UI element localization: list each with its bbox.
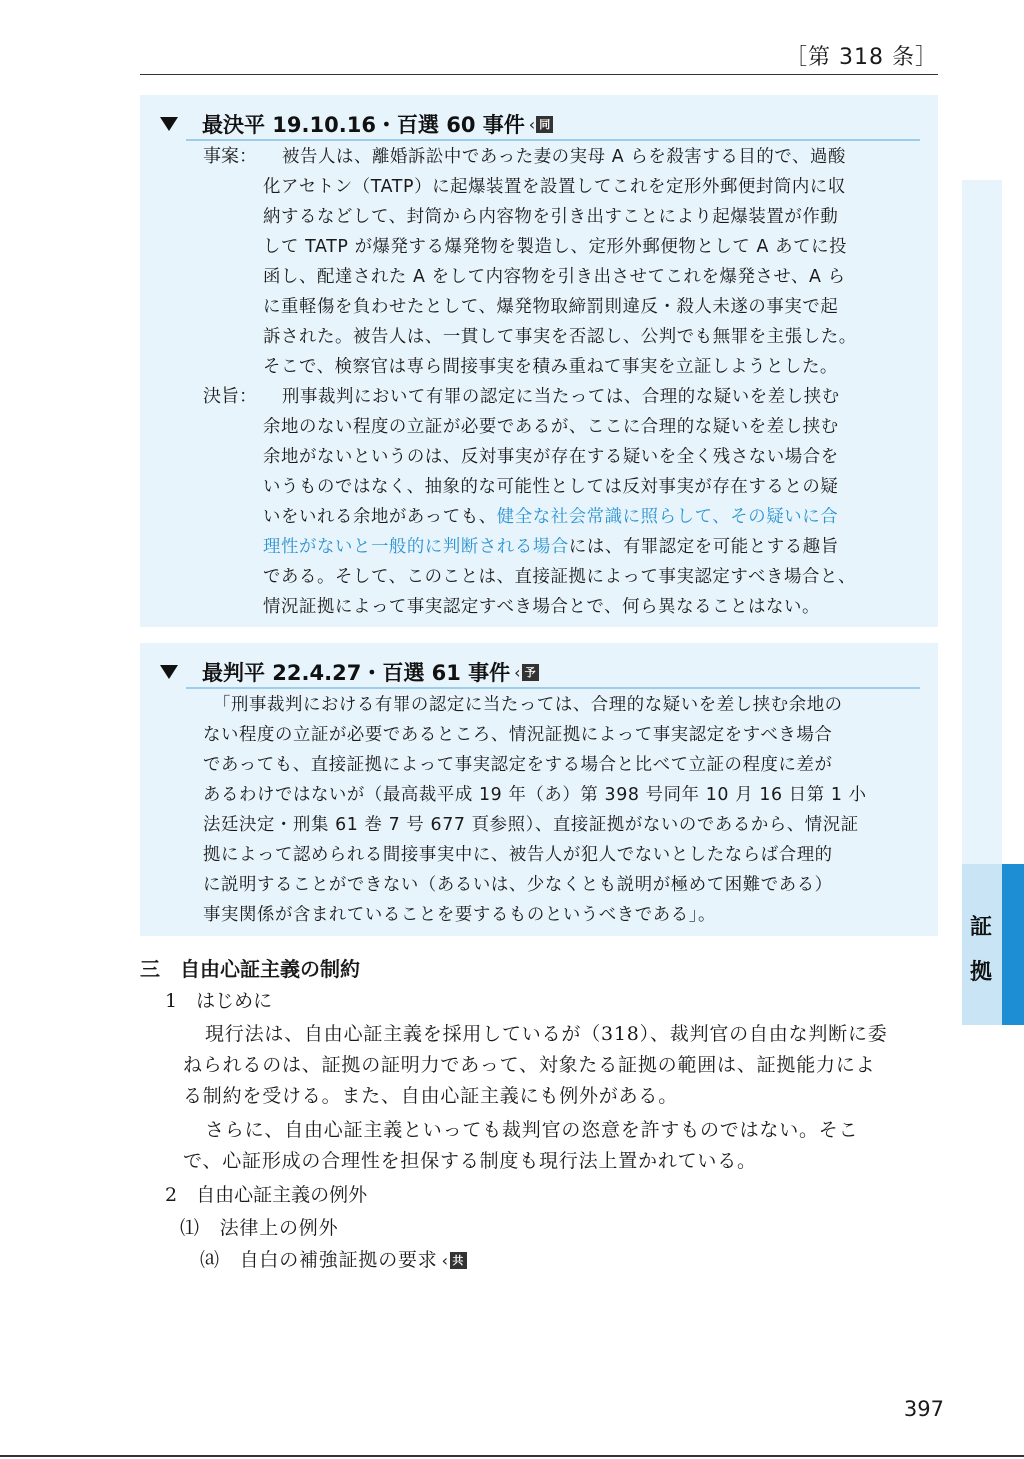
quote-paragraph — [203, 690, 923, 930]
facts-line: 訴された。被告人は、一貫して事実を否認し、公判でも無罪を主張した。 — [263, 327, 857, 347]
facts-paragraph — [263, 142, 923, 382]
side-tab-char: 拠 — [970, 960, 993, 985]
quote-line: 拠によって認められる間接事実中に、被告人が犯人でないとしたならば合理的 — [203, 845, 833, 865]
quote-line: 事実関係が含まれていることを要するものというべきである」。 — [203, 905, 717, 925]
body-line: ねられるのは、証拠の証明力であって、対象たる証拠の範囲は、証拠能力によ — [183, 1054, 876, 1076]
case-title: 最決平 19.10.16・百選 60 事件 — [202, 113, 525, 137]
quote-line: 「刑事裁判における有罪の認定に当たっては、合理的な疑いを差し挟む余地の — [213, 695, 843, 715]
facts-line: 化アセトン（TATP）に起爆装置を設置してこれを定形外郵便封筒内に収 — [263, 177, 846, 197]
quote-line: ない程度の立証が必要であるところ、情況証拠によって事実認定をすべき場合 — [203, 725, 833, 745]
subheading-2: 2 自由心証主義の例外 — [165, 1184, 368, 1206]
highlighted-phrase: 理性がないと一般的に判断される場合 — [263, 537, 569, 557]
holding-line: いうものではなく、抽象的な可能性としては反対事実が存在するとの疑 — [263, 477, 839, 497]
subheading-1: 1 はじめに — [165, 990, 273, 1012]
bottom-divider — [0, 1455, 1024, 1457]
quote-line: 法廷決定・刑集 61 巻 7 号 677 頁参照）、直接証拠がないのであるから、情況証 — [203, 815, 859, 835]
subheading-2-1-a: ⒜ 自白の補強証拠の要求 ‹ 共 — [200, 1245, 469, 1272]
holding-line: いをいれる余地があっても、健全な社会常識に照らして、その疑いに合 — [263, 507, 839, 527]
page-number: 397 — [903, 1397, 944, 1421]
subheading-2-1: ⑴ 法律上の例外 — [180, 1217, 339, 1239]
holding-line: 余地のない程度の立証が必要であるが、ここに合理的な疑いを差し挟む — [263, 417, 839, 437]
article-label: ［第 318 条］ — [785, 45, 938, 70]
section-heading: 三 自由心証主義の制約 — [140, 957, 360, 981]
case-title-underline — [186, 687, 920, 689]
same-badge-icon: ‹ 同 — [529, 115, 555, 133]
facts-line: 函し、配達された A をして内容物を引き出させてこれを爆発させ、A ら — [263, 267, 846, 287]
highlighted-phrase: 健全な社会常識に照らして、その疑いに合 — [496, 507, 839, 527]
facts-line: に重軽傷を負わせたとして、爆発物取締罰則違反・殺人未遂の事実で起 — [263, 297, 839, 317]
case-title-row — [160, 657, 541, 687]
body-line: 現行法は、自由心証主義を採用しているが（318）、裁判官の自由な判断に委 — [205, 1023, 888, 1045]
quote-line: であっても、直接証拠によって事実認定をする場合と比べて立証の程度に差が — [203, 755, 833, 775]
body-line: さらに、自由心証主義といっても裁判官の恣意を許すものではない。そこ — [205, 1119, 859, 1141]
case-title-row — [160, 109, 555, 139]
side-tab-char: 証 — [970, 915, 993, 940]
triangle-marker-icon — [160, 117, 178, 131]
facts-line: 被告人は、離婚訴訟中であった妻の実母 A らを殺害する目的で、過酸 — [282, 147, 846, 167]
quote-line: あるわけではないが（最高裁平成 19 年（あ）第 398 号同年 10 月 16 日第 1 小 — [203, 785, 867, 805]
holding-paragraph — [263, 382, 923, 622]
facts-label: 事案： — [203, 146, 257, 167]
facts-line: 納するなどして、封筒から内容物を引き出すことにより起爆装置が作動 — [263, 207, 839, 227]
side-tab-active — [962, 864, 1002, 1025]
case-box-2 — [140, 643, 938, 936]
holding-line: である。そして、このことは、直接証拠によって事実認定すべき場合と、 — [263, 567, 856, 587]
case-box-1 — [140, 95, 938, 627]
body-line: る制約を受ける。また、自由心証主義にも例外がある。 — [183, 1085, 679, 1107]
header-divider — [140, 74, 938, 75]
holding-line: 余地がないというのは、反対事実が存在する疑いを全く残さない場合を — [263, 447, 839, 467]
holding-label: 決旨： — [203, 386, 257, 407]
holding-line: 刑事裁判において有罪の認定に当たっては、合理的な疑いを差し挟む — [282, 387, 840, 407]
holding-line: 情況証拠によって事実認定すべき場合とで、何ら異なることはない。 — [263, 597, 821, 617]
triangle-marker-icon — [160, 665, 178, 679]
holding-line: 理性がないと一般的に判断される場合には、有罪認定を可能とする趣旨 — [263, 537, 839, 557]
common-badge-icon: ‹ 共 — [442, 1252, 469, 1270]
case-title: 最判平 22.4.27・百選 61 事件 — [202, 661, 511, 685]
preliminary-badge-icon: ‹ 予 — [514, 663, 540, 681]
side-tab-accent-bar — [1002, 864, 1024, 1025]
facts-line: そこで、検察官は専ら間接事実を積み重ねて事実を立証しようとした。 — [263, 357, 838, 377]
facts-line: して TATP が爆発する爆発物を製造し、定形外郵便物として A あてに投 — [263, 237, 848, 257]
body-line: で、心証形成の合理性を担保する制度も現行法上置かれている。 — [183, 1150, 757, 1172]
quote-line: に説明することができない（あるいは、少なくとも説明が極めて困難である） — [203, 875, 833, 895]
case-title-underline — [186, 139, 920, 141]
